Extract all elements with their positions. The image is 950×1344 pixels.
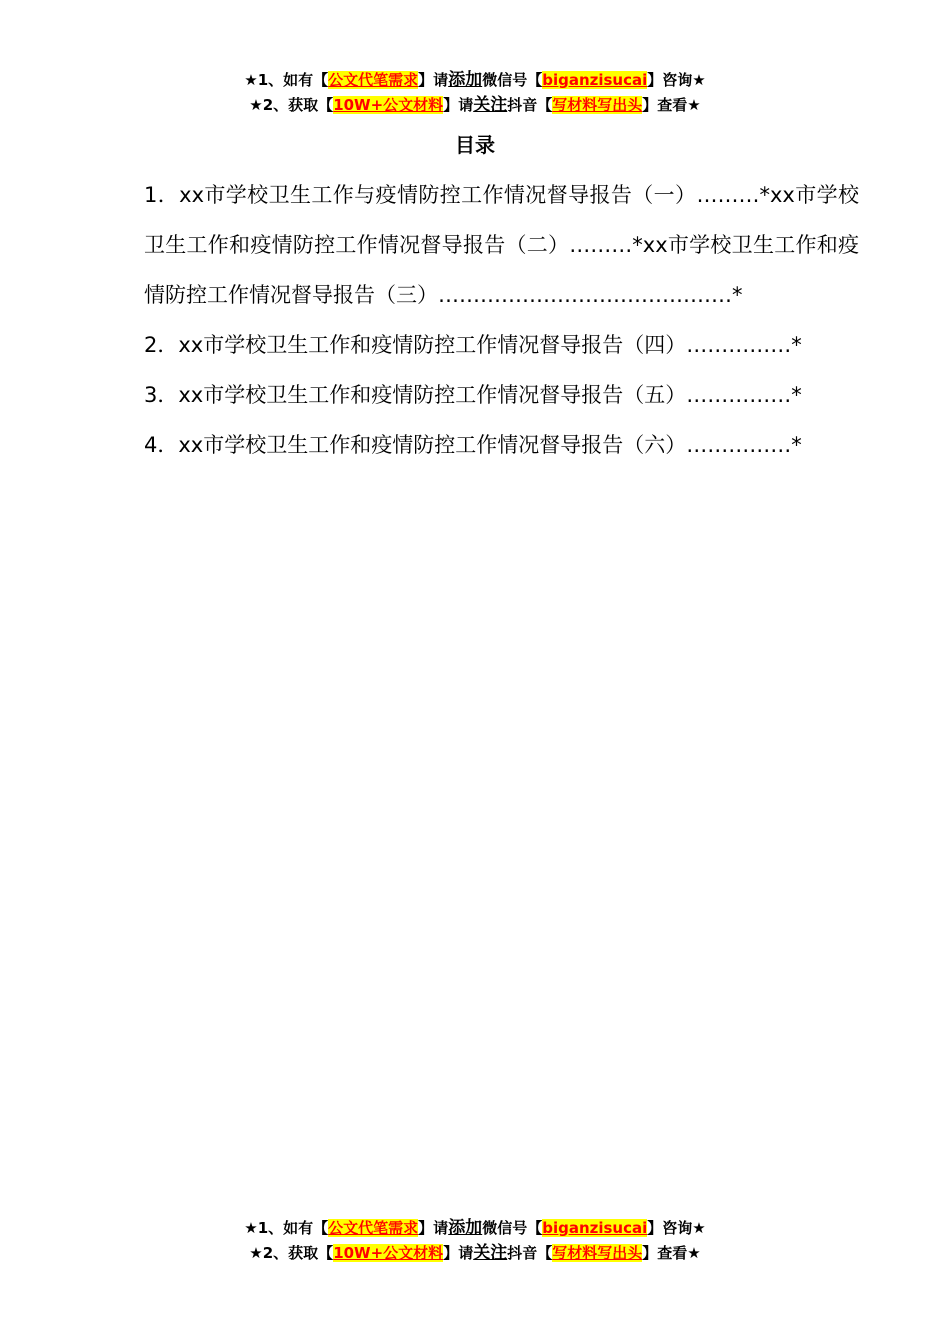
banner-underline: 关注 [473, 1243, 508, 1263]
banner-text: 抖音【 [507, 1244, 553, 1262]
banner-line-1 [0, 1216, 950, 1241]
banner-text: 抖音【 [507, 96, 553, 114]
banner-text: 】请 [418, 71, 449, 89]
banner-text: 微信号【 [482, 1219, 543, 1237]
banner-text: ★1、如有【 [244, 1219, 329, 1237]
banner-underline: 关注 [473, 95, 508, 115]
banner-text: ★2、获取【 [249, 1244, 334, 1262]
banner-line-1 [0, 68, 950, 93]
wechat-id-highlight: biganzisucai [542, 1219, 648, 1237]
banner-text: 】咨询★ [647, 1219, 706, 1237]
banner-highlight: 10W+公文材料 [333, 1244, 444, 1262]
banner-line-2 [0, 93, 950, 118]
toc-entry[interactable]: 3．xx市学校卫生工作和疫情防控工作情况督导报告（五）……………* [144, 383, 802, 407]
banner-highlight: 公文代笔需求 [328, 71, 419, 89]
toc-entry[interactable]: 4．xx市学校卫生工作和疫情防控工作情况督导报告（六）……………* [144, 433, 802, 457]
banner-underline: 添加 [448, 70, 483, 90]
table-of-contents [144, 170, 859, 470]
douyin-highlight: 写材料写出头 [552, 96, 643, 114]
douyin-highlight: 写材料写出头 [552, 1244, 643, 1262]
toc-title: 目录 [455, 133, 495, 157]
banner-highlight: 公文代笔需求 [328, 1219, 419, 1237]
banner-line-2 [0, 1241, 950, 1266]
footer-banner [0, 1216, 950, 1266]
banner-text: 】请 [418, 1219, 449, 1237]
banner-underline: 添加 [448, 1218, 483, 1238]
banner-text: 】咨询★ [647, 71, 706, 89]
banner-text: 】查看★ [642, 96, 701, 114]
banner-text: ★1、如有【 [244, 71, 329, 89]
banner-text: ★2、获取【 [249, 96, 334, 114]
toc-entry[interactable]: 2．xx市学校卫生工作和疫情防控工作情况督导报告（四）……………* [144, 333, 802, 357]
banner-text: 】请 [443, 96, 474, 114]
wechat-id-highlight: biganzisucai [542, 71, 648, 89]
toc-entry[interactable]: 1．xx市学校卫生工作与疫情防控工作情况督导报告（一）………*xx市学校卫生工作和疫情防控工作情况督导报告（二）………*xx市学校卫生工作和疫情防控工作情况督导报告（三）……………………………………* [144, 183, 859, 307]
banner-text: 】请 [443, 1244, 474, 1262]
header-banner [0, 68, 950, 118]
banner-text: 微信号【 [482, 71, 543, 89]
banner-highlight: 10W+公文材料 [333, 96, 444, 114]
banner-text: 】查看★ [642, 1244, 701, 1262]
